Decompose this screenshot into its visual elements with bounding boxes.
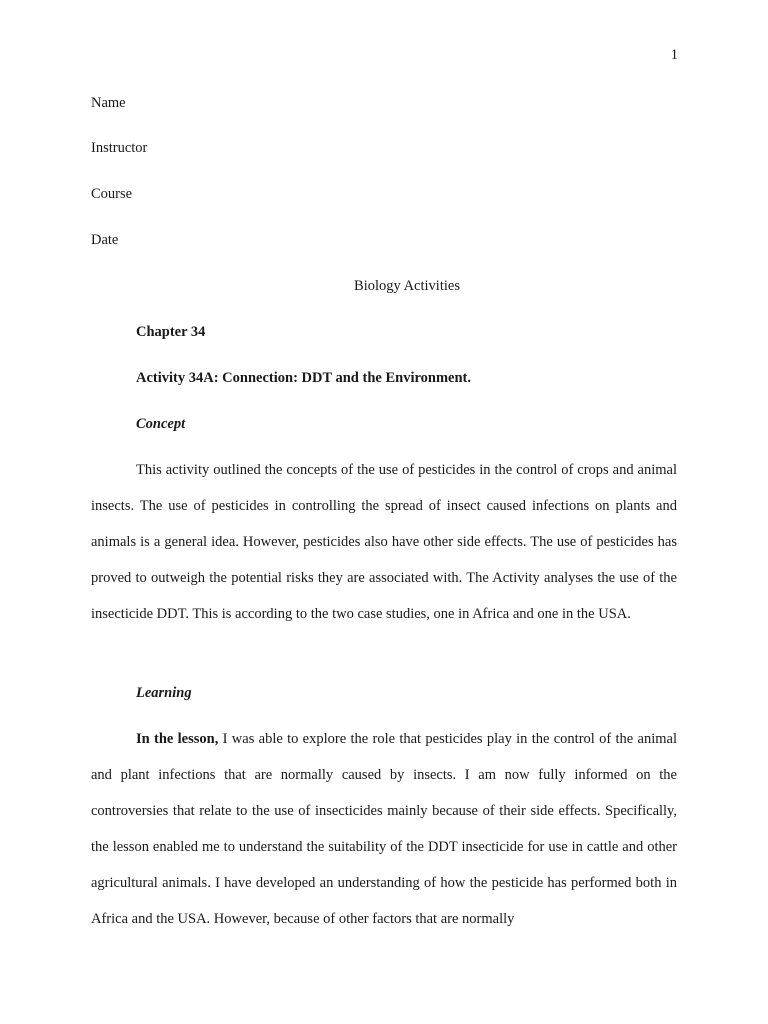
page-number: 1 bbox=[670, 47, 678, 63]
learning-lead: In the lesson, bbox=[136, 731, 219, 747]
document-title: Biology Activities bbox=[354, 278, 460, 294]
date: Date bbox=[91, 232, 119, 248]
student-name: Name bbox=[91, 95, 126, 111]
activity-heading: Activity 34A: Connection: DDT and the Environment. bbox=[136, 370, 471, 386]
instructor-name: Instructor bbox=[91, 140, 148, 156]
concept-heading: Concept bbox=[136, 416, 186, 432]
concept-paragraph: This activity outlined the concepts of the use of pesticides in the control of crops and animal insects. The use of pesticides in controlling the spread of insect caused infections on plants and animals is a general idea. However, pesticides also have other side effects. The use of pesticides has proved to outweigh the potential risks they are associated with. The Activity analyses the use of the insecticide DDT. This is according to the two case studies, one in Africa and one in the USA. bbox=[91, 462, 677, 622]
learning-heading: Learning bbox=[136, 685, 192, 701]
learning-paragraph bbox=[91, 721, 677, 937]
course-name: Course bbox=[91, 186, 133, 202]
chapter-heading: Chapter 34 bbox=[136, 324, 206, 340]
learning-text: I was able to explore the role that pesticides play in the control of the animal and plant infections that are normally caused by insects. I am now fully informed on the controversies that relate to the use of insecticides mainly because of their side effects. Specifically, the lesson enabled me to understand the suitability of the DDT insecticide for use in cattle and other agricultural animals. I have developed an understanding of how the pesticide has performed both in Africa and the USA. However, because of other factors that are normally bbox=[91, 731, 677, 927]
